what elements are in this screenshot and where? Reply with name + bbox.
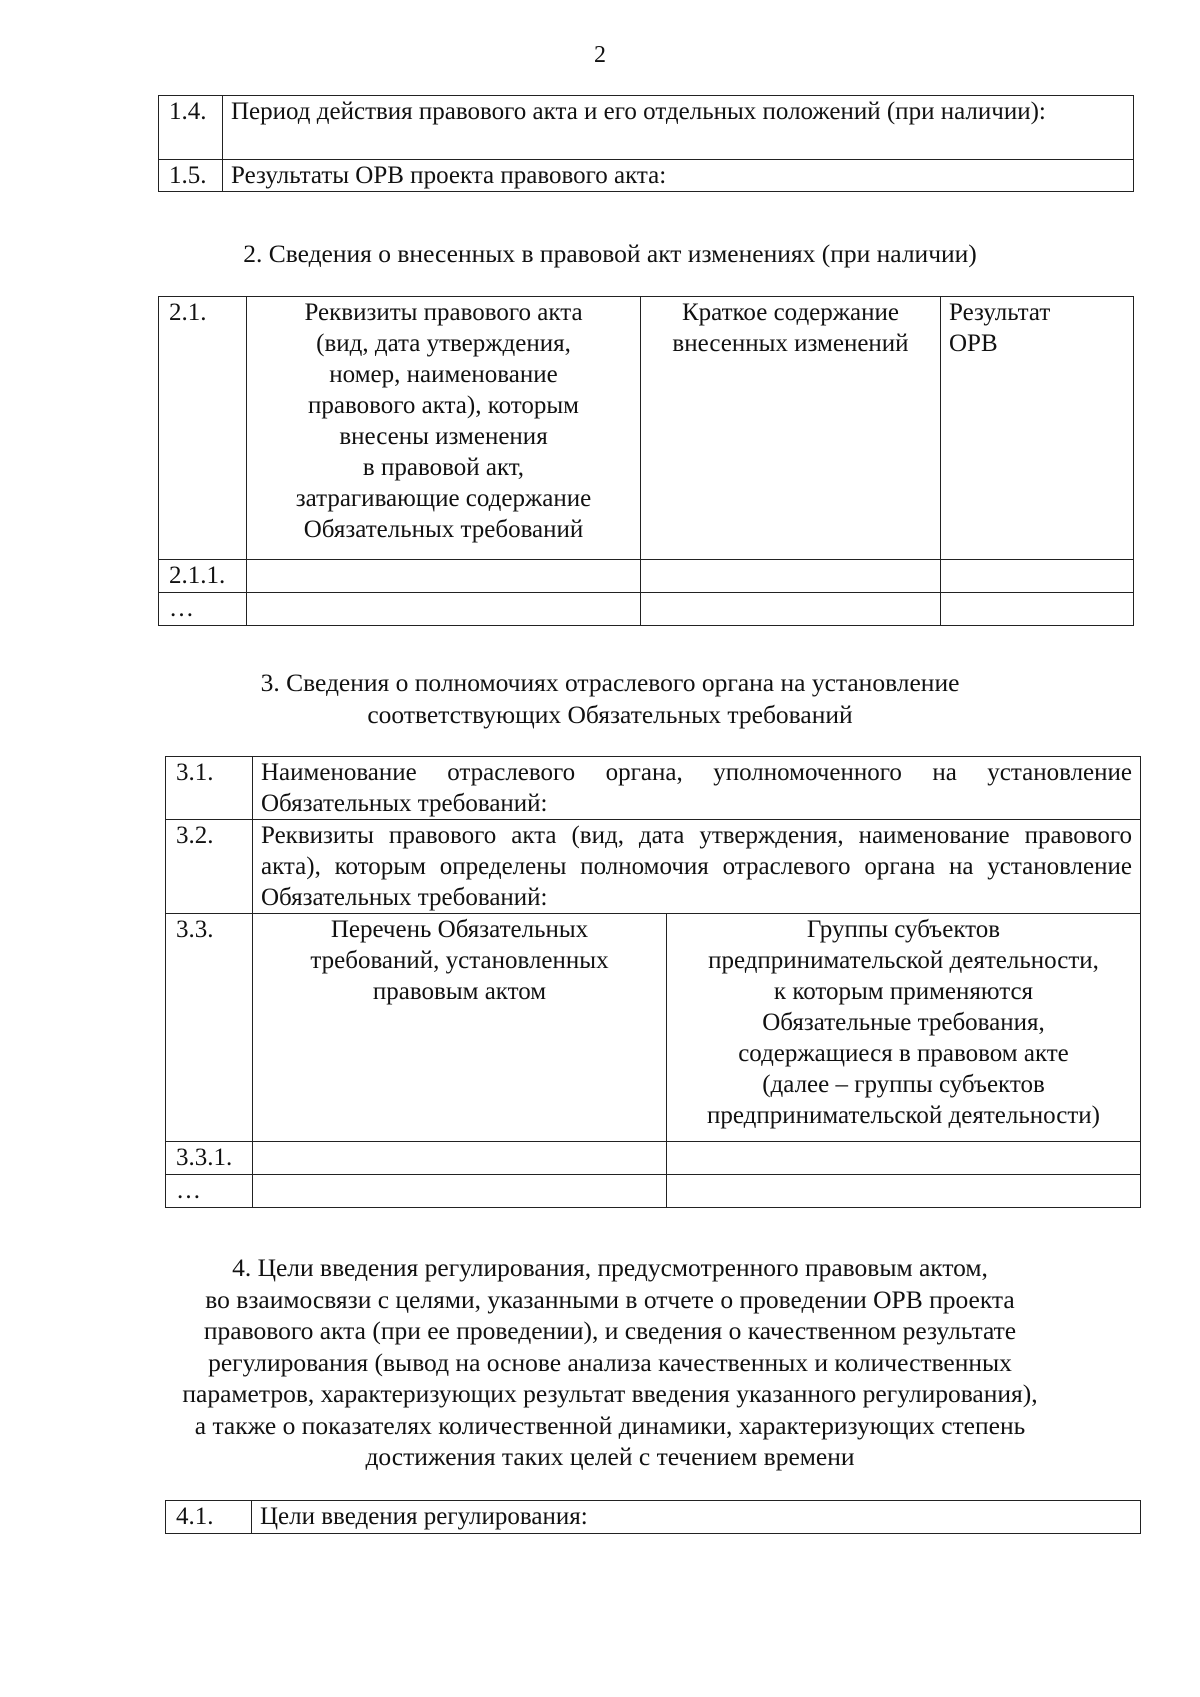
table-row — [159, 160, 1134, 192]
empty-cell — [247, 593, 641, 626]
header-line: предпринимательской деятельности) — [707, 1102, 1100, 1129]
empty-cell — [941, 560, 1134, 593]
row-number: 4.1. — [166, 1501, 252, 1534]
empty-cell — [667, 1142, 1141, 1175]
header-line: содержащиеся в правовом акте — [738, 1040, 1069, 1067]
regulation-goals-cell: Цели введения регулирования: — [252, 1501, 1141, 1534]
header-line: правового акта), которым — [308, 392, 579, 419]
row-number: 2.1.1. — [159, 560, 247, 593]
column-header-orv-result — [941, 297, 1134, 560]
header-line: внесенных изменений — [672, 330, 909, 357]
authority-name-cell: Наименование отраслевого органа, уполномоченного на установление Обязательных требований: — [253, 757, 1141, 820]
header-line: (вид, дата утверждения, — [316, 330, 571, 357]
table-header-row — [166, 914, 1141, 1142]
table-amendments — [158, 296, 1134, 626]
table-regulation-goals — [165, 1500, 1141, 1534]
section-2-title: 2. Сведения о внесенных в правовой акт изменениях (при наличии) — [243, 239, 977, 268]
header-line: к которым применяются — [773, 978, 1034, 1005]
empty-cell — [941, 593, 1134, 626]
header-line: затрагивающие содержание — [295, 485, 592, 512]
table-authority — [165, 756, 1141, 1208]
empty-cell — [641, 560, 941, 593]
table-row — [166, 757, 1141, 820]
section-4-title-line: регулирования (вывод на основе анализа качественных и количественных — [208, 1347, 1012, 1377]
row-number: 3.3. — [166, 914, 253, 1142]
period-of-validity-cell: Период действия правового акта и его отдельных положений (при наличии): — [223, 96, 1134, 160]
table-header-row — [159, 297, 1134, 560]
row-number: 3.3.1. — [166, 1142, 253, 1175]
row-number: 1.4. — [159, 96, 223, 160]
empty-cell — [253, 1175, 667, 1208]
header-line: в правовой акт, — [362, 454, 525, 481]
table-row — [166, 1142, 1141, 1175]
column-header-summary — [641, 297, 941, 560]
row-number: … — [159, 593, 247, 626]
table-row — [166, 1501, 1141, 1534]
row-number: 1.5. — [159, 160, 223, 192]
column-header-entity-groups — [667, 914, 1141, 1142]
header-line: (далее – группы субъектов — [762, 1071, 1045, 1098]
empty-cell — [641, 593, 941, 626]
header-line: правовым актом — [372, 978, 547, 1005]
header-line: Обязательных требований — [303, 516, 584, 543]
section-4-heading — [45, 1252, 1175, 1473]
header-line: Группы субъектов — [806, 916, 1001, 943]
column-header-requirements-list — [253, 914, 667, 1142]
table-general-info — [158, 95, 1134, 192]
row-number: 3.2. — [166, 820, 253, 914]
header-line: Краткое содержание — [682, 299, 899, 326]
empty-cell — [247, 560, 641, 593]
section-4-title-line: во взаимосвязи с целями, указанными в отчете о проведении ОРВ проекта — [205, 1284, 1015, 1314]
table-row — [159, 560, 1134, 593]
section-2-heading — [45, 238, 1175, 270]
table-row — [166, 820, 1141, 914]
section-3-title-line: 3. Сведения о полномочиях отраслевого органа на установление — [260, 668, 960, 697]
section-3-title-line: соответствующих Обязательных требований — [367, 699, 853, 729]
table-row — [166, 1175, 1141, 1208]
row-number: 2.1. — [159, 297, 247, 560]
table-row — [159, 593, 1134, 626]
header-line: Реквизиты правового акта — [304, 299, 583, 326]
page-number: 2 — [594, 42, 606, 68]
header-line: требований, установленных — [310, 947, 609, 974]
section-4-title-line: параметров, характеризующих результат введения указанного регулирования), — [182, 1379, 1038, 1408]
header-line: номер, наименование — [329, 361, 558, 388]
header-line: ОРВ — [949, 330, 998, 357]
section-4-title-line: достижения таких целей с течением времени — [365, 1442, 855, 1471]
header-line: Перечень Обязательных — [330, 916, 589, 943]
row-number: 3.1. — [166, 757, 253, 820]
section-4-title-line: а также о показателях количественной динамики, характеризующих степень — [194, 1410, 1026, 1440]
authority-act-requisites-cell: Реквизиты правового акта (вид, дата утверждения, наименование правового акта), которым определены полномочия отраслевого органа на установление Обязательных требований: — [253, 820, 1141, 914]
section-4-title-line: правового акта (при ее проведении), и сведения о качественном результате — [203, 1316, 1017, 1345]
orv-results-cell: Результаты ОРВ проекта правового акта: — [223, 160, 1134, 192]
header-line: Результат — [949, 299, 1051, 326]
header-line: Обязательные требования, — [762, 1009, 1045, 1036]
section-3-heading — [45, 667, 1175, 730]
empty-cell — [667, 1175, 1141, 1208]
header-line: внесены изменения — [339, 423, 548, 450]
column-header-requisites — [247, 297, 641, 560]
header-line: предпринимательской деятельности, — [708, 947, 1099, 974]
section-4-title-line: 4. Цели введения регулирования, предусмотренного правовым актом, — [232, 1253, 988, 1282]
row-number: … — [166, 1175, 253, 1208]
empty-cell — [253, 1142, 667, 1175]
table-row — [159, 96, 1134, 160]
